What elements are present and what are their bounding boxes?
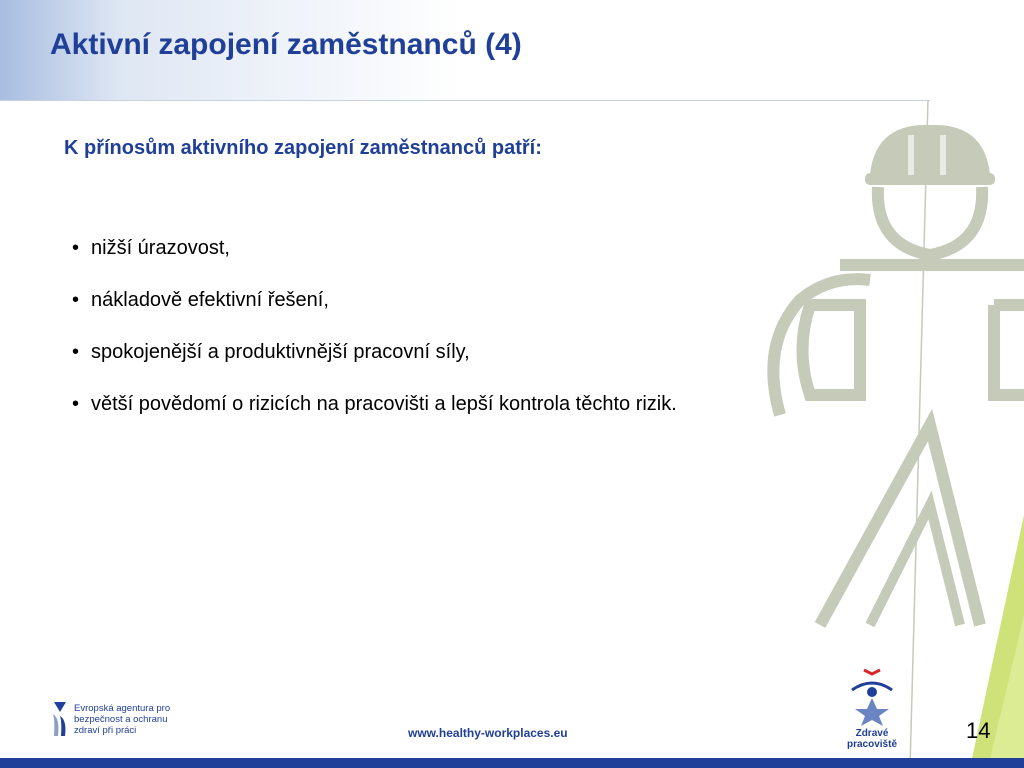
agency-line: Evropská agentura pro <box>74 702 171 714</box>
slide-title: Aktivní zapojení zaměstnanců (4) <box>50 28 522 61</box>
bullet-text: větší povědomí o rizicích na pracovišti a lepší kontrola těchto rizik. <box>91 393 677 415</box>
agency-line: zdraví při práci <box>74 724 137 736</box>
list-item <box>72 340 677 392</box>
bullet-dot: • <box>72 341 80 363</box>
agency-logo-icon <box>50 700 70 738</box>
list-item <box>72 288 677 340</box>
intro-heading: K přínosům aktivního zapojení zaměstnanců patří: <box>64 137 542 159</box>
bullet-text: nižší úrazovost, <box>91 237 230 259</box>
website-url: www.healthy-workplaces.eu <box>408 726 568 740</box>
bullet-dot: • <box>72 237 80 259</box>
bullet-list <box>72 236 677 444</box>
bullet-text: spokojenější a produktivnější pracovní síly, <box>91 341 470 363</box>
agency-line: bezpečnost a ochranu <box>74 713 168 725</box>
agency-logo <box>50 700 184 738</box>
bullet-dot: • <box>72 393 80 415</box>
list-item <box>72 236 677 288</box>
agency-name <box>74 703 184 736</box>
list-item <box>72 392 677 444</box>
campaign-logo <box>832 664 912 750</box>
bullet-text: nákladově efektivní řešení, <box>91 289 329 311</box>
page-number: 14 <box>966 718 991 743</box>
bullet-dot: • <box>72 289 80 311</box>
healthy-workplaces-star-figure-icon <box>842 664 902 726</box>
campaign-label: Zdravé pracoviště <box>846 728 898 750</box>
footer-bar <box>0 758 1024 768</box>
